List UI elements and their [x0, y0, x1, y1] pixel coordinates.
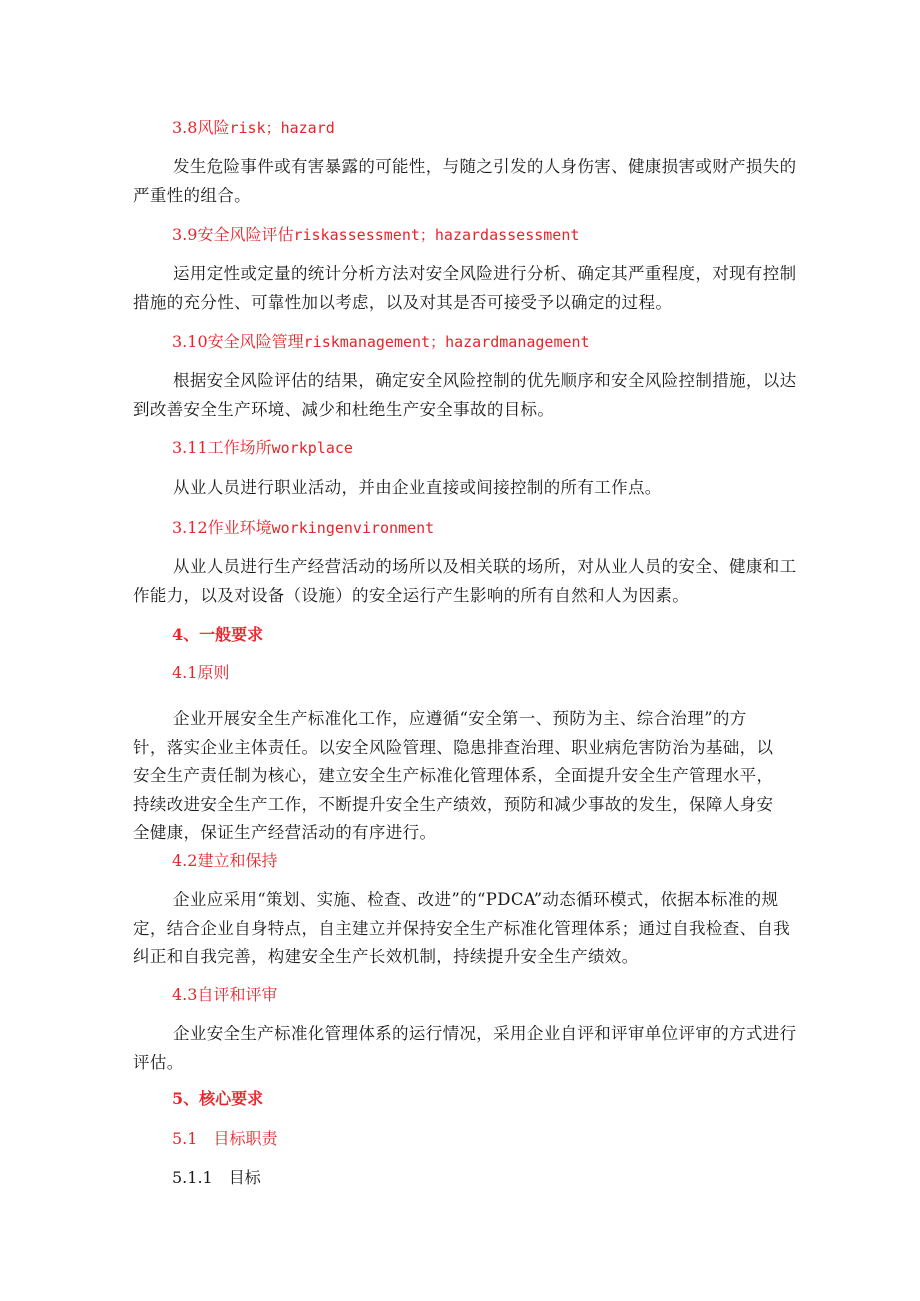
heading-4: 4、一般要求 [172, 625, 264, 644]
heading-title: 目标职责 [213, 1129, 278, 1148]
paragraph-3-12: 从业人员进行生产经营活动的场所以及相关联的场所，对从业人员的安全、健康和工作能力，以及对设备（设施）的安全运行产生影响的所有自然和人为因素。 [133, 557, 797, 605]
heading-4-1 [172, 663, 229, 683]
heading-5: 5、核心要求 [172, 1089, 264, 1108]
heading-title: 建立和保持 [197, 851, 278, 870]
heading-3-10 [172, 332, 590, 352]
heading-number: 3.12 [172, 518, 208, 537]
paragraph-line: 企业开展安全生产标准化工作，应遵循“安全第一、预防为主、综合治理”的方 [173, 709, 747, 728]
heading-term: workplace [271, 439, 353, 457]
paragraph-line: 全健康，保证生产经营活动的有序进行。 [133, 823, 437, 842]
paragraph-4-3: 企业安全生产标准化管理体系的运行情况，采用企业自评和评审单位评审的方式进行评估。 [133, 1024, 797, 1072]
heading-term: riskassessment；hazardassessment [293, 226, 580, 244]
paragraph-4-2: 企业应采用“策划、实施、检查、改进”的“PDCA”动态循环模式，依据本标准的规定，结合企业自身特点，自主建立并保持安全生产标准化管理体系；通过自我检查、自我纠正和自我完善，构建安全生产长效机制，持续提升安全生产绩效。 [133, 890, 791, 966]
heading-number: 4.1 [172, 663, 198, 682]
heading-title: 安全风险管理 [207, 332, 304, 351]
heading-title: 作业环境 [207, 518, 272, 537]
heading-title: 自评和评审 [197, 985, 278, 1004]
paragraph-3-9: 运用定性或定量的统计分析方法对安全风险进行分析、确定其严重程度，对现有控制措施的充分性、可靠性加以考虑，以及对其是否可接受予以确定的过程。 [133, 264, 797, 312]
heading-5-1-1 [172, 1168, 261, 1188]
heading-title: 安全风险评估 [197, 225, 294, 244]
heading-title: 工作场所 [207, 438, 272, 457]
paragraph-line: 安全生产责任制为核心，建立安全生产标准化管理体系，全面提升安全生产管理水平， [133, 766, 774, 785]
heading-3-12 [172, 518, 434, 538]
heading-number: 5.1.1 [172, 1168, 213, 1187]
heading-term: risk；hazard [229, 119, 335, 137]
paragraph-3-8: 发生危险事件或有害暴露的可能性，与随之引发的人身伤害、健康损害或财产损失的严重性的组合。 [133, 157, 797, 205]
heading-number: 4.2 [172, 851, 198, 870]
heading-number: 3.8 [172, 118, 198, 137]
heading-term: riskmanagement；hazardmanagement [303, 333, 590, 351]
heading-title: 风险 [197, 118, 230, 137]
heading-5-1 [172, 1129, 277, 1149]
heading-term: workingenvironment [271, 519, 435, 537]
heading-4-2 [172, 851, 277, 871]
paragraph-3-10: 根据安全风险评估的结果，确定安全风险控制的优先顺序和安全风险控制措施，以达到改善安全生产环境、减少和杜绝生产安全事故的目标。 [133, 371, 797, 419]
paragraph-line: 针，落实企业主体责任。以安全风险管理、隐患排查治理、职业病危害防治为基础，以 [133, 737, 774, 757]
heading-number: 3.10 [172, 332, 208, 351]
heading-3-8 [172, 118, 335, 138]
heading-3-11 [172, 438, 353, 458]
heading-number: 5.1 [172, 1129, 198, 1148]
heading-3-9 [172, 225, 579, 245]
heading-number: 4.3 [172, 985, 198, 1004]
heading-title: 目标 [228, 1168, 261, 1187]
heading-number: 3.11 [172, 438, 208, 457]
heading-4-3 [172, 985, 277, 1005]
paragraph-4-1 [133, 705, 813, 848]
paragraph-line: 持续改进安全生产工作，不断提升安全生产绩效，预防和减少事故的发生，保障人身安 [133, 794, 774, 814]
heading-title: 原则 [197, 663, 230, 682]
paragraph-3-11: 从业人员进行职业活动，并由企业直接或间接控制的所有工作点。 [173, 478, 662, 497]
heading-number: 3.9 [172, 225, 198, 244]
